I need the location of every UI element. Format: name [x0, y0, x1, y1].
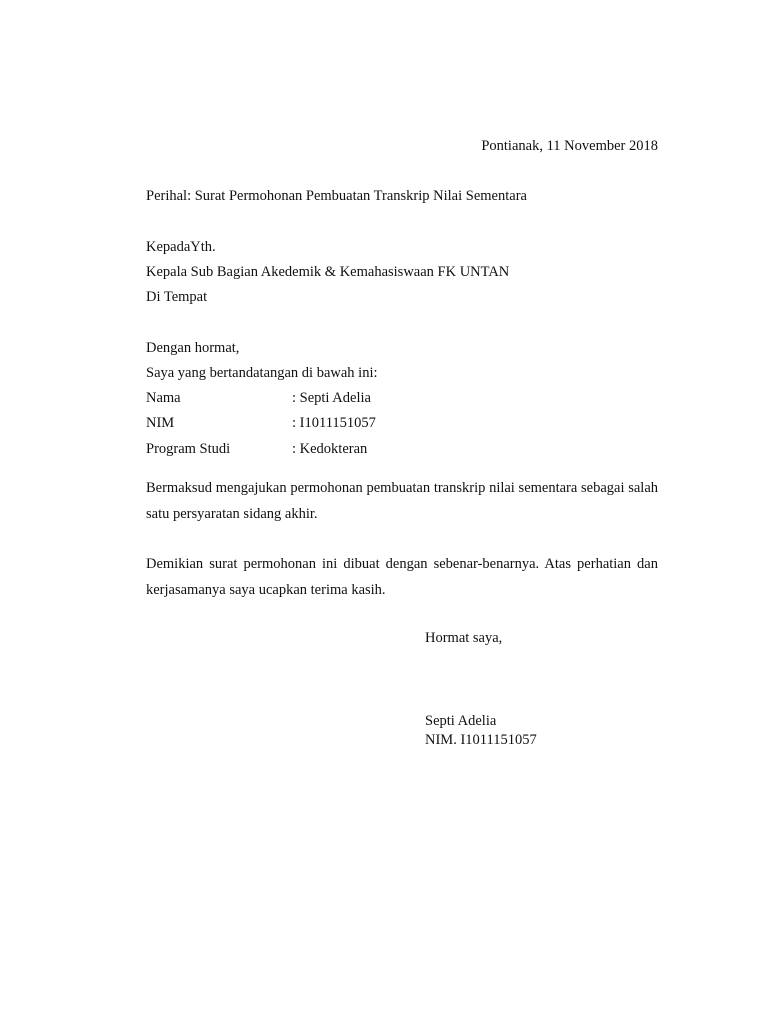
- greeting: Dengan hormat,: [146, 340, 240, 356]
- recipient-place: Di Tempat: [146, 289, 208, 305]
- recipient-name: Kepala Sub Bagian Akedemik & Kemahasiswaan FK UNTAN: [146, 264, 510, 280]
- field-value-nim: : I1011151057: [292, 415, 376, 431]
- subject-line: Perihal: Surat Permohonan Pembuatan Transkrip Nilai Sementara: [146, 188, 527, 204]
- field-value-program-studi: : Kedokteran: [292, 441, 368, 457]
- field-label-nim: NIM: [146, 415, 175, 431]
- body-paragraph-closing: Demikian surat permohonan ini dibuat dengan sebenar-benarnya. Atas perhatian dan kerjasamanya saya ucapkan terima kasih.: [146, 556, 658, 598]
- field-label-nama: Nama: [146, 390, 181, 406]
- closing-text: Hormat saya,: [425, 630, 503, 646]
- signer-nim: NIM. I1011151057: [425, 732, 537, 748]
- body-paragraph-request: Bermaksud mengajukan permohonan pembuatan transkrip nilai sementara sebagai salah satu persyaratan sidang akhir.: [146, 480, 658, 522]
- signer-name: Septi Adelia: [425, 713, 497, 729]
- recipient-salutation: KepadaYth.: [146, 239, 216, 255]
- field-value-nama: : Septi Adelia: [292, 390, 371, 406]
- place-date: Pontianak, 11 November 2018: [481, 138, 658, 154]
- intro-text: Saya yang bertandatangan di bawah ini:: [146, 365, 378, 381]
- field-label-program-studi: Program Studi: [146, 441, 231, 457]
